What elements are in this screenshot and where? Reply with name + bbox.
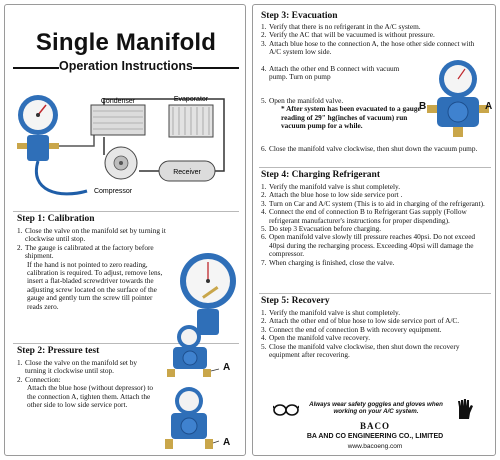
list-item: 1. Close the valve on the manifold set by turning it clockwise until stop. [17,358,138,376]
step1-heading: Step 1: Calibration [17,214,95,224]
list-item: 2. Verify the AC that will be vacuumed is without pressure. [261,30,435,40]
list-item: 1. Close the valve on the manifold set by turning it clockwise until stop. [17,226,166,244]
divider [259,167,491,168]
list-item: 3. Turn on Car and A/C system (This is to aid in charging of the refrigerant). [261,198,485,208]
main-title: Single Manifold [35,29,217,56]
label-b: B [419,101,427,112]
list-item: 5. Close the manifold valve clockwise, then shut down the recovery equipment after recovering. [261,341,460,360]
ac-system-diagram [9,81,243,207]
list-item: 2. Attach the blue hose to low side service port . [261,190,403,200]
evaporator-label: Evaporator [173,96,209,103]
list-item: 2. Connection: [17,374,61,384]
step1-extra-text: If the hand is not pointed to zero reading, calibration is required. To adjust, remove lens, insert a flat-bladed screwdriver towards the adjusting screw located on the surface of the gauge and gently turn the screw till pointer reads zero. [27,259,163,311]
list-item: 7. When charging is finished, close the valve. [261,257,395,267]
step2-extra-text: Attach the blue hose (without depressor) to the connection A, tighten them. Attach the other side to low side service port. [27,383,154,410]
list-item: 5. Do step 3 Evacuation before charging. [261,224,382,234]
list-item: 4. Connect the end of connection B to Refrigerant Gas supply (Follow refrigerant manufacturer's instructions for proper dispending). [261,207,467,225]
right-instruction-card [252,4,496,456]
manifold-connection-image-2 [155,385,233,457]
list-item: 5. Open the manifold valve. [261,96,344,105]
step3-list-mid [261,40,483,57]
list-item: 3. Attach blue hose to the connection A, the hose other side connect with A/C system low side. [261,39,475,57]
list-item: 1. Verify that there is no refrigerant in the A/C system. [261,22,421,31]
gloves-icon [455,397,475,421]
list-item: 4. Open the manifold valve recovery. [261,333,371,343]
manifold-connection-image-1 [155,325,233,381]
step3-list-close [261,145,491,153]
condenser-label: Condenser [100,98,136,105]
list-item: 2. The gauge is calibrated at the factory before shipment. [17,242,154,261]
list-item: 3. Connect the end of connection B with recovery equipment. [261,324,442,334]
step3-list-lower [261,65,401,82]
gauge-calibration-image [175,247,241,337]
condenser-icon [91,105,145,135]
step4-heading: Step 4: Charging Refrigerant [261,170,380,180]
list-item: 1. Verify the manifold valve is shut completely. [261,182,401,191]
safety-goggles-icon [273,401,299,419]
manifold-evacuation-image [423,59,493,143]
title-rule-right [193,67,239,69]
compressor-icon [105,147,137,179]
divider [259,293,491,294]
company-logo: BACO [359,421,390,431]
left-instruction-card [4,4,246,456]
step2-list [17,359,155,409]
label-a-2: A [223,437,231,448]
evaporator-icon [169,105,213,137]
company-name: BA AND CO ENGINEERING CO., LIMITED [306,433,444,440]
label-a-1: A [223,362,231,373]
sub-title: Operation Instructions [58,59,194,73]
step3-list-open [261,97,421,131]
company-url[interactable]: www.bacoeng.com [347,443,403,450]
divider [13,211,239,212]
compressor-label: Compressor [93,188,133,195]
manifold-gauge-icon [17,95,59,161]
label-a: A [485,101,493,112]
list-item: 6. Close the manifold valve clockwise, then shut down the vacuum pump. [261,144,478,153]
safety-warning-text: Always wear safety goggles and gloves when working on your A/C system. [309,401,443,416]
list-item: 6. Open manifold valve slowly till pressure reaches 40psi. Do not exceed 40psi during the recharging process. Exceeding 40psi will damage the compressor. [261,232,476,259]
list-item: 4. Attach the other end B connect with vacuum pump. Turn on pump [261,64,400,82]
step2-heading: Step 2: Pressure test [17,346,100,356]
step5-heading: Step 5: Recovery [261,296,330,306]
step3-note: * After system has been evacuated to a gauge reading of 29" hg(inches of vacuum) run vacuum pump for a while. [281,104,421,131]
step1-list [17,227,167,311]
step3-list-top [261,23,491,40]
step4-list [261,183,491,267]
step3-heading: Step 3: Evacuation [261,11,338,21]
list-item: 2. Attach the other end of blue hose to low side service port of A/C. [261,316,460,326]
receiver-label: Receiver [173,169,201,176]
list-item: 1. Verify the manifold valve is shut completely. [261,308,401,317]
step5-list [261,309,491,359]
